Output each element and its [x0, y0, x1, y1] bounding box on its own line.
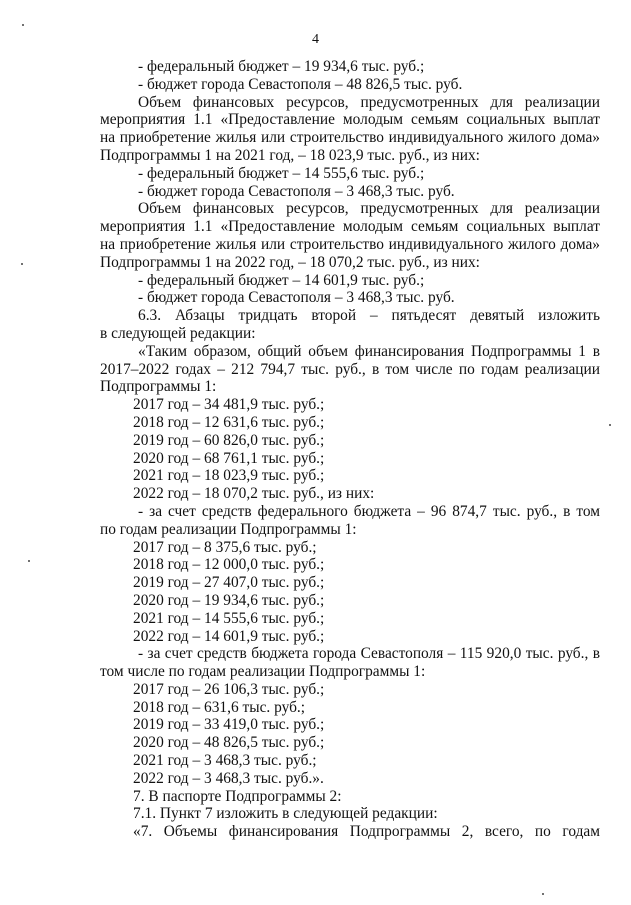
text-line: 6.3. Абзацы тридцать второй – пятьдесят девятый изложить — [138, 307, 600, 325]
text-line: Объем финансовых ресурсов, предусмотренных для реализации — [138, 93, 600, 111]
text-line: - федеральный бюджет – 14 555,6 тыс. руб.; — [138, 164, 425, 182]
text-line: «7. Объемы финансирования Подпрограммы 2, всего, по годам — [133, 823, 600, 841]
text-line: 2021 год – 14 555,6 тыс. руб.; — [133, 609, 325, 627]
text-line: 2022 год – 3 468,3 тыс. руб.». — [133, 769, 324, 787]
scan-speck — [28, 560, 30, 562]
text-line: Объем финансовых ресурсов, предусмотренных для реализации — [138, 200, 600, 218]
text-line: 7. В паспорте Подпрограммы 2: — [133, 787, 342, 805]
text-line: - бюджет города Севастополя – 48 826,5 тыс. руб. — [138, 75, 463, 93]
text-line: 2022 год – 18 070,2 тыс. руб., из них: — [133, 485, 375, 503]
text-line: том числе по годам реализации Подпрограммы 1: — [100, 663, 426, 681]
text-line: Подпрограммы 1 на 2021 год, – 18 023,9 тыс. руб., из них: — [100, 146, 480, 164]
text-line: 2018 год – 12 000,0 тыс. руб.; — [133, 556, 325, 574]
text-line: в следующей редакции: — [100, 324, 256, 342]
text-line: - бюджет города Севастополя – 3 468,3 тыс. руб. — [138, 289, 455, 307]
text-line: - за счет средств бюджета города Севастополя – 115 920,0 тыс. руб., в — [138, 645, 600, 663]
text-line: по годам реализации Подпрограммы 1: — [100, 520, 357, 538]
text-line: 2017 год – 26 106,3 тыс. руб.; — [133, 680, 325, 698]
text-line: 2018 год – 12 631,6 тыс. руб.; — [133, 413, 325, 431]
text-line: 7.1. Пункт 7 изложить в следующей редакции: — [133, 805, 438, 823]
text-line: мероприятия 1.1 «Предоставление молодым семьям социальных выплат — [100, 111, 600, 129]
text-line: 2017 год – 34 481,9 тыс. руб.; — [133, 396, 325, 414]
text-line: на приобретение жилья или строительство индивидуального жилого дома» — [100, 129, 600, 147]
text-line: - федеральный бюджет – 19 934,6 тыс. руб.; — [138, 58, 425, 75]
text-line: 2017–2022 годах – 212 794,7 тыс. руб., в том числе по годам реализации — [100, 360, 600, 378]
text-line: 2020 год – 68 761,1 тыс. руб.; — [133, 449, 325, 467]
text-line: 2020 год – 48 826,5 тыс. руб.; — [133, 734, 325, 752]
text-line: 2020 год – 19 934,6 тыс. руб.; — [133, 591, 325, 609]
text-line: мероприятия 1.1 «Предоставление молодым семьям социальных выплат — [100, 218, 600, 236]
text-line: на приобретение жилья или строительство индивидуального жилого дома» — [100, 235, 600, 253]
text-line: 2017 год – 8 375,6 тыс. руб.; — [133, 538, 317, 556]
text-line: 2019 год – 60 826,0 тыс. руб.; — [133, 431, 325, 449]
text-line: Подпрограммы 1 на 2022 год, – 18 070,2 тыс. руб., из них: — [100, 253, 480, 271]
scan-speck — [609, 424, 611, 426]
text-line: - бюджет города Севастополя – 3 468,3 тыс. руб. — [138, 182, 455, 200]
scan-speck — [542, 893, 544, 895]
text-line: 2019 год – 27 407,0 тыс. руб.; — [133, 574, 325, 592]
document-body — [100, 58, 600, 841]
text-line: 2021 год – 18 023,9 тыс. руб.; — [133, 467, 325, 485]
page-number: 4 — [312, 32, 319, 47]
text-line: 2019 год – 33 419,0 тыс. руб.; — [133, 716, 325, 734]
text-line: 2021 год – 3 468,3 тыс. руб.; — [133, 752, 317, 770]
scan-speck — [21, 263, 23, 265]
scan-speck — [22, 24, 24, 26]
text-line: «Таким образом, общий объем финансирования Подпрограммы 1 в — [138, 342, 600, 360]
text-line: Подпрограммы 1: — [100, 378, 217, 396]
text-line: 2018 год – 631,6 тыс. руб.; — [133, 698, 306, 716]
text-line: 2022 год – 14 601,9 тыс. руб.; — [133, 627, 325, 645]
text-line: - федеральный бюджет – 14 601,9 тыс. руб.; — [138, 271, 425, 289]
text-line: - за счет средств федерального бюджета – 96 874,7 тыс. руб., в том — [138, 502, 600, 520]
